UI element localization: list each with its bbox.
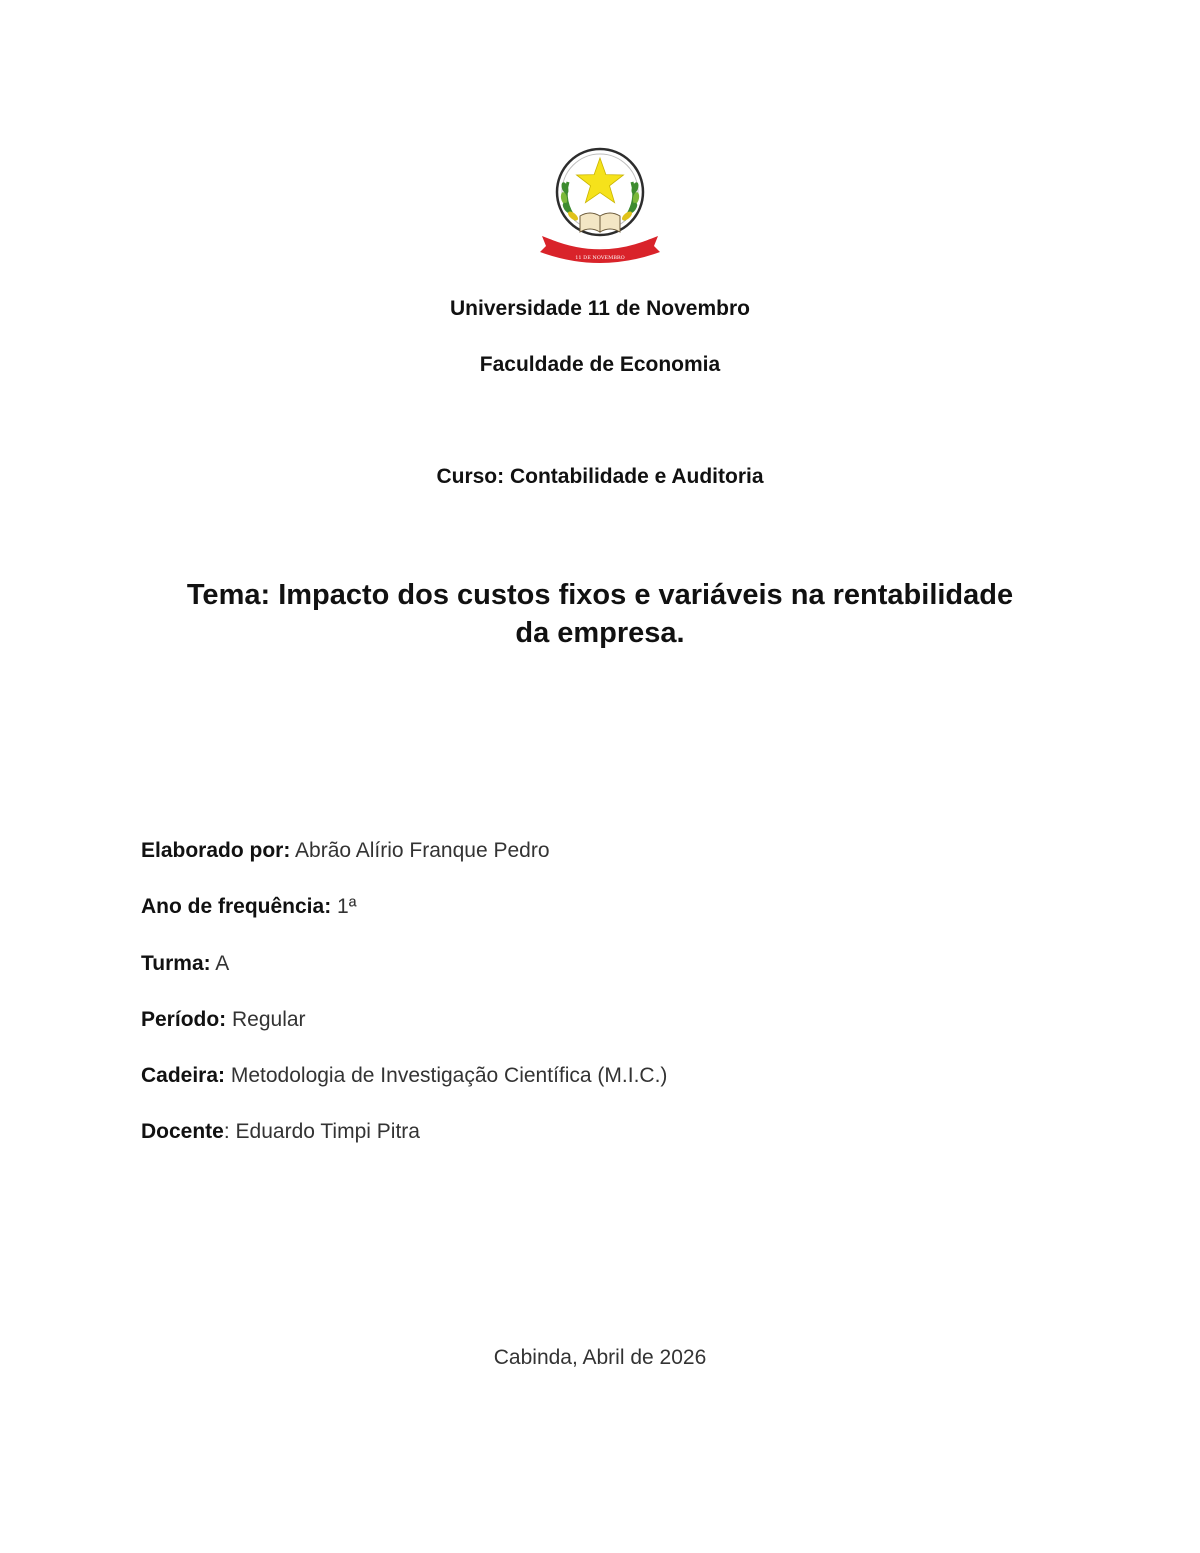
class-row — [141, 951, 229, 977]
year-value: 1ª — [331, 895, 357, 918]
class-label: Turma: — [141, 952, 211, 975]
place-date: Cabinda, Abril de 2026 — [493, 1346, 707, 1369]
period-label: Período: — [141, 1008, 227, 1031]
theme-title-line-2: da empresa. — [515, 617, 685, 649]
author-row — [141, 838, 550, 864]
teacher-row — [141, 1119, 420, 1145]
author-label: Elaborado por: — [141, 839, 291, 862]
year-label: Ano de frequência: — [141, 895, 332, 918]
svg-text:UNIVERSIDADE: UNIVERSIDADE — [574, 241, 626, 248]
subject-value: Metodologia de Investigação Científica (M.I.C.) — [225, 1064, 668, 1087]
teacher-value: : Eduardo Timpi Pitra — [223, 1120, 420, 1143]
theme-title — [0, 576, 1200, 652]
university-seal-icon — [538, 140, 662, 266]
author-value: Abrão Alírio Franque Pedro — [290, 839, 550, 862]
year-row — [141, 894, 357, 920]
period-row — [141, 1007, 306, 1033]
course-name: Curso: Contabilidade e Auditoria — [436, 465, 764, 488]
teacher-label: Docente — [141, 1120, 224, 1143]
faculty-name: Faculdade de Economia — [479, 353, 721, 376]
subject-label: Cadeira: — [141, 1064, 226, 1087]
svg-text:11 DE NOVEMBRO: 11 DE NOVEMBRO — [575, 255, 625, 261]
period-value: Regular — [226, 1008, 306, 1031]
theme-title-line-1: Tema: Impacto dos custos fixos e variáveis na rentabilidade — [186, 579, 1014, 611]
university-name: Universidade 11 de Novembro — [450, 297, 750, 320]
class-value: A — [210, 952, 230, 975]
subject-row — [141, 1063, 667, 1089]
